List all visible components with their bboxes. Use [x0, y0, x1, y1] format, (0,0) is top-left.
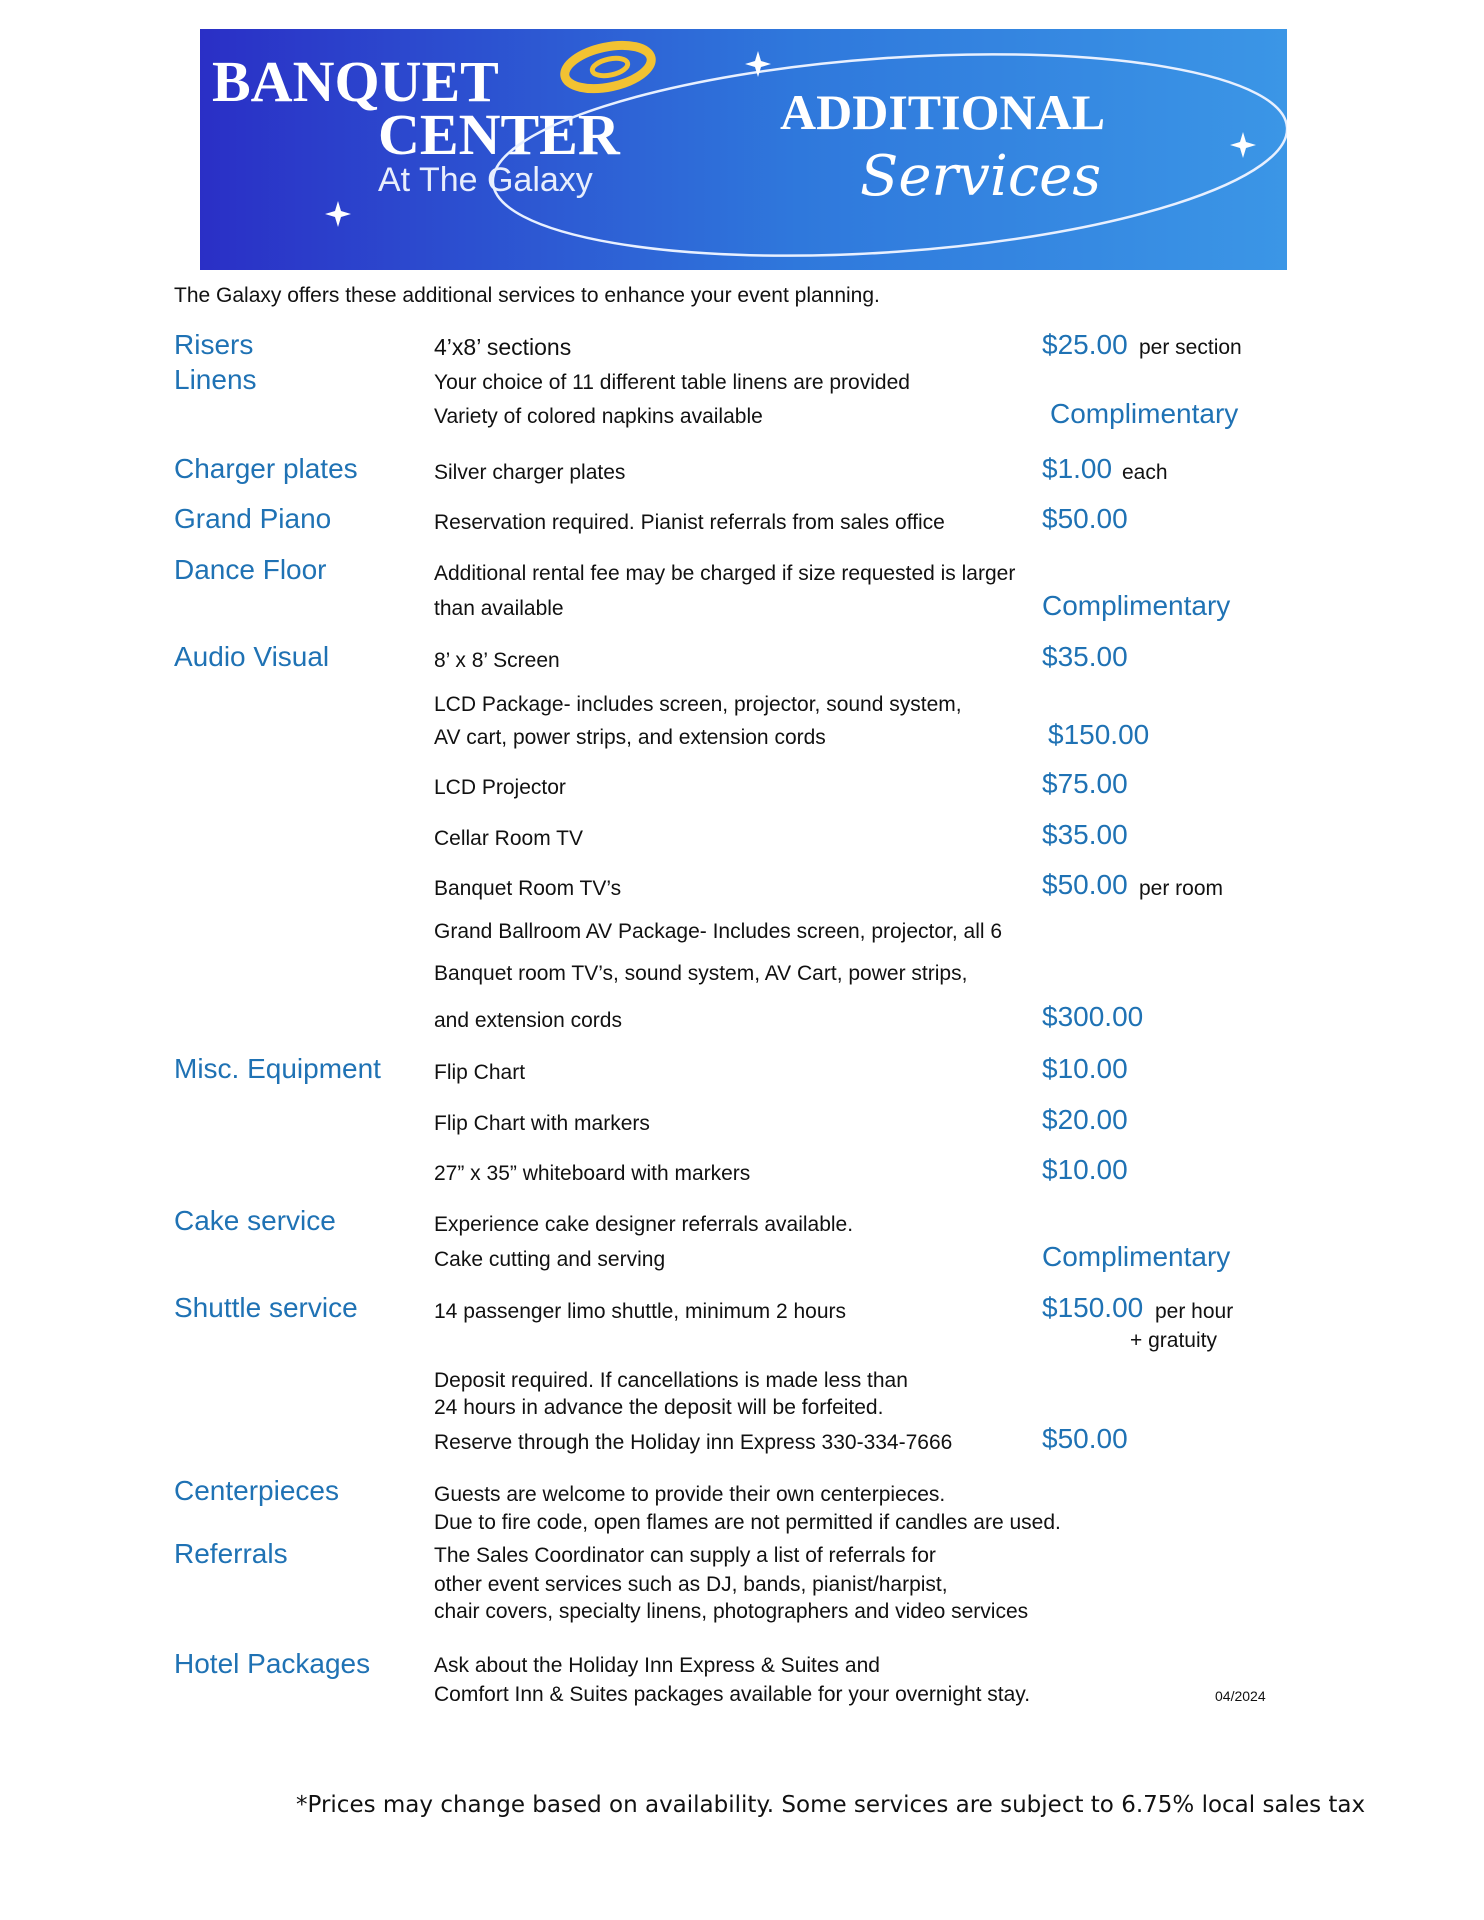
- category-audio-visual: Audio Visual: [174, 641, 330, 672]
- lcd-package-desc-2: AV cart, power strips, and extension cords: [434, 726, 826, 749]
- deposit-desc-1: Deposit required. If cancellations is made less than: [434, 1369, 908, 1392]
- charger-desc: Silver charger plates: [434, 461, 626, 484]
- whiteboard-desc: 27” x 35” whiteboard with markers: [434, 1162, 751, 1185]
- cake-price: Complimentary: [1042, 1241, 1231, 1272]
- deposit-price: $50.00: [1042, 1423, 1128, 1454]
- hotel-desc-1: Ask about the Holiday Inn Express & Suites and: [434, 1654, 880, 1677]
- risers-unit: per section: [1139, 336, 1242, 359]
- flip-chart-markers-desc: Flip Chart with markers: [434, 1112, 650, 1135]
- category-shuttle-service: Shuttle service: [174, 1292, 358, 1323]
- centerpieces-desc-2: Due to fire code, open flames are not permitted if candles are used.: [434, 1511, 1061, 1534]
- shuttle-price: $150.00: [1042, 1292, 1144, 1323]
- category-cake-service: Cake service: [174, 1205, 336, 1236]
- shuttle-unit: per hour: [1155, 1300, 1234, 1323]
- lcd-package-price: $150.00: [1048, 719, 1150, 750]
- category-dance-floor: Dance Floor: [174, 554, 327, 585]
- cake-desc-2: Cake cutting and serving: [434, 1248, 666, 1271]
- screen-desc: 8’ x 8’ Screen: [434, 649, 560, 672]
- flip-chart-price: $10.00: [1042, 1053, 1128, 1084]
- dance-price: Complimentary: [1042, 590, 1231, 621]
- category-grand-piano: Grand Piano: [174, 503, 332, 534]
- screen-price: $35.00: [1042, 641, 1128, 672]
- projector-price: $75.00: [1042, 768, 1128, 799]
- header-banner: [200, 29, 1287, 270]
- linens-desc-2: Variety of colored napkins available: [434, 405, 763, 428]
- projector-desc: LCD Projector: [434, 776, 566, 799]
- risers-price: $25.00: [1042, 329, 1128, 360]
- hotel-desc-2: Comfort Inn & Suites packages available for your overnight stay.: [434, 1683, 1031, 1706]
- referrals-desc-2: other event services such as DJ, bands, pianist/harpist,: [434, 1573, 948, 1596]
- ballroom-desc-2: Banquet room TV’s, sound system, AV Cart, power strips,: [434, 962, 968, 985]
- category-charger-plates: Charger plates: [174, 453, 358, 484]
- linens-desc-1: Your choice of 11 different table linens are provided: [434, 371, 910, 394]
- ballroom-desc-3: and extension cords: [434, 1009, 622, 1032]
- shuttle-gratuity: + gratuity: [1130, 1329, 1217, 1352]
- ballroom-desc-1: Grand Ballroom AV Package- Includes screen, projector, all 6: [434, 920, 1003, 943]
- dance-desc-1: Additional rental fee may be charged if size requested is larger: [434, 562, 1016, 585]
- deposit-desc-3: Reserve through the Holiday inn Express 330-334-7666: [434, 1431, 953, 1454]
- date-code: 04/2024: [1215, 1688, 1266, 1704]
- centerpieces-desc-1: Guests are welcome to provide their own centerpieces.: [434, 1483, 946, 1506]
- banquet-tv-desc: Banquet Room TV’s: [434, 877, 622, 900]
- banquet-tv-unit: per room: [1139, 877, 1224, 900]
- piano-desc: Reservation required. Pianist referrals from sales office: [434, 511, 945, 534]
- brand-line-3: At The Galaxy: [378, 161, 593, 199]
- dance-desc-2: than available: [434, 597, 564, 620]
- cellar-tv-desc: Cellar Room TV: [434, 827, 583, 850]
- flip-chart-desc: Flip Chart: [434, 1061, 526, 1084]
- whiteboard-price: $10.00: [1042, 1154, 1128, 1185]
- linens-price: Complimentary: [1050, 398, 1239, 429]
- lcd-package-desc-1: LCD Package- includes screen, projector, sound system,: [434, 693, 962, 716]
- category-centerpieces: Centerpieces: [174, 1475, 339, 1506]
- footnote: *Prices may change based on availability. Some services are subject to 6.75% local sales tax: [296, 1792, 1366, 1818]
- flip-chart-markers-price: $20.00: [1042, 1104, 1128, 1135]
- brand-line-1: BANQUET: [212, 49, 499, 114]
- category-hotel-packages: Hotel Packages: [174, 1648, 371, 1679]
- brand-line-2: CENTER: [378, 102, 620, 167]
- category-misc-equipment: Misc. Equipment: [174, 1053, 381, 1084]
- cellar-tv-price: $35.00: [1042, 819, 1128, 850]
- charger-unit: each: [1122, 461, 1168, 484]
- ballroom-price: $300.00: [1042, 1001, 1144, 1032]
- category-linens: Linens: [174, 364, 257, 395]
- banner-graphic: [200, 29, 1287, 270]
- referrals-desc-3: chair covers, specialty linens, photographers and video services: [434, 1600, 1029, 1623]
- deposit-desc-2: 24 hours in advance the deposit will be forfeited.: [434, 1396, 884, 1419]
- piano-price: $50.00: [1042, 503, 1128, 534]
- risers-desc: 4’x8’ sections: [434, 334, 572, 360]
- title-line-2: Services: [860, 144, 1102, 209]
- intro-text: The Galaxy offers these additional services to enhance your event planning.: [174, 284, 880, 307]
- title-line-1: ADDITIONAL: [780, 84, 1106, 140]
- cake-desc-1: Experience cake designer referrals available.: [434, 1213, 854, 1236]
- charger-price: $1.00: [1042, 453, 1113, 484]
- referrals-desc-1: The Sales Coordinator can supply a list of referrals for: [434, 1544, 936, 1567]
- shuttle-desc: 14 passenger limo shuttle, minimum 2 hours: [434, 1300, 847, 1323]
- category-referrals: Referrals: [174, 1538, 288, 1569]
- category-risers: Risers: [174, 329, 254, 360]
- banquet-tv-price: $50.00: [1042, 869, 1128, 900]
